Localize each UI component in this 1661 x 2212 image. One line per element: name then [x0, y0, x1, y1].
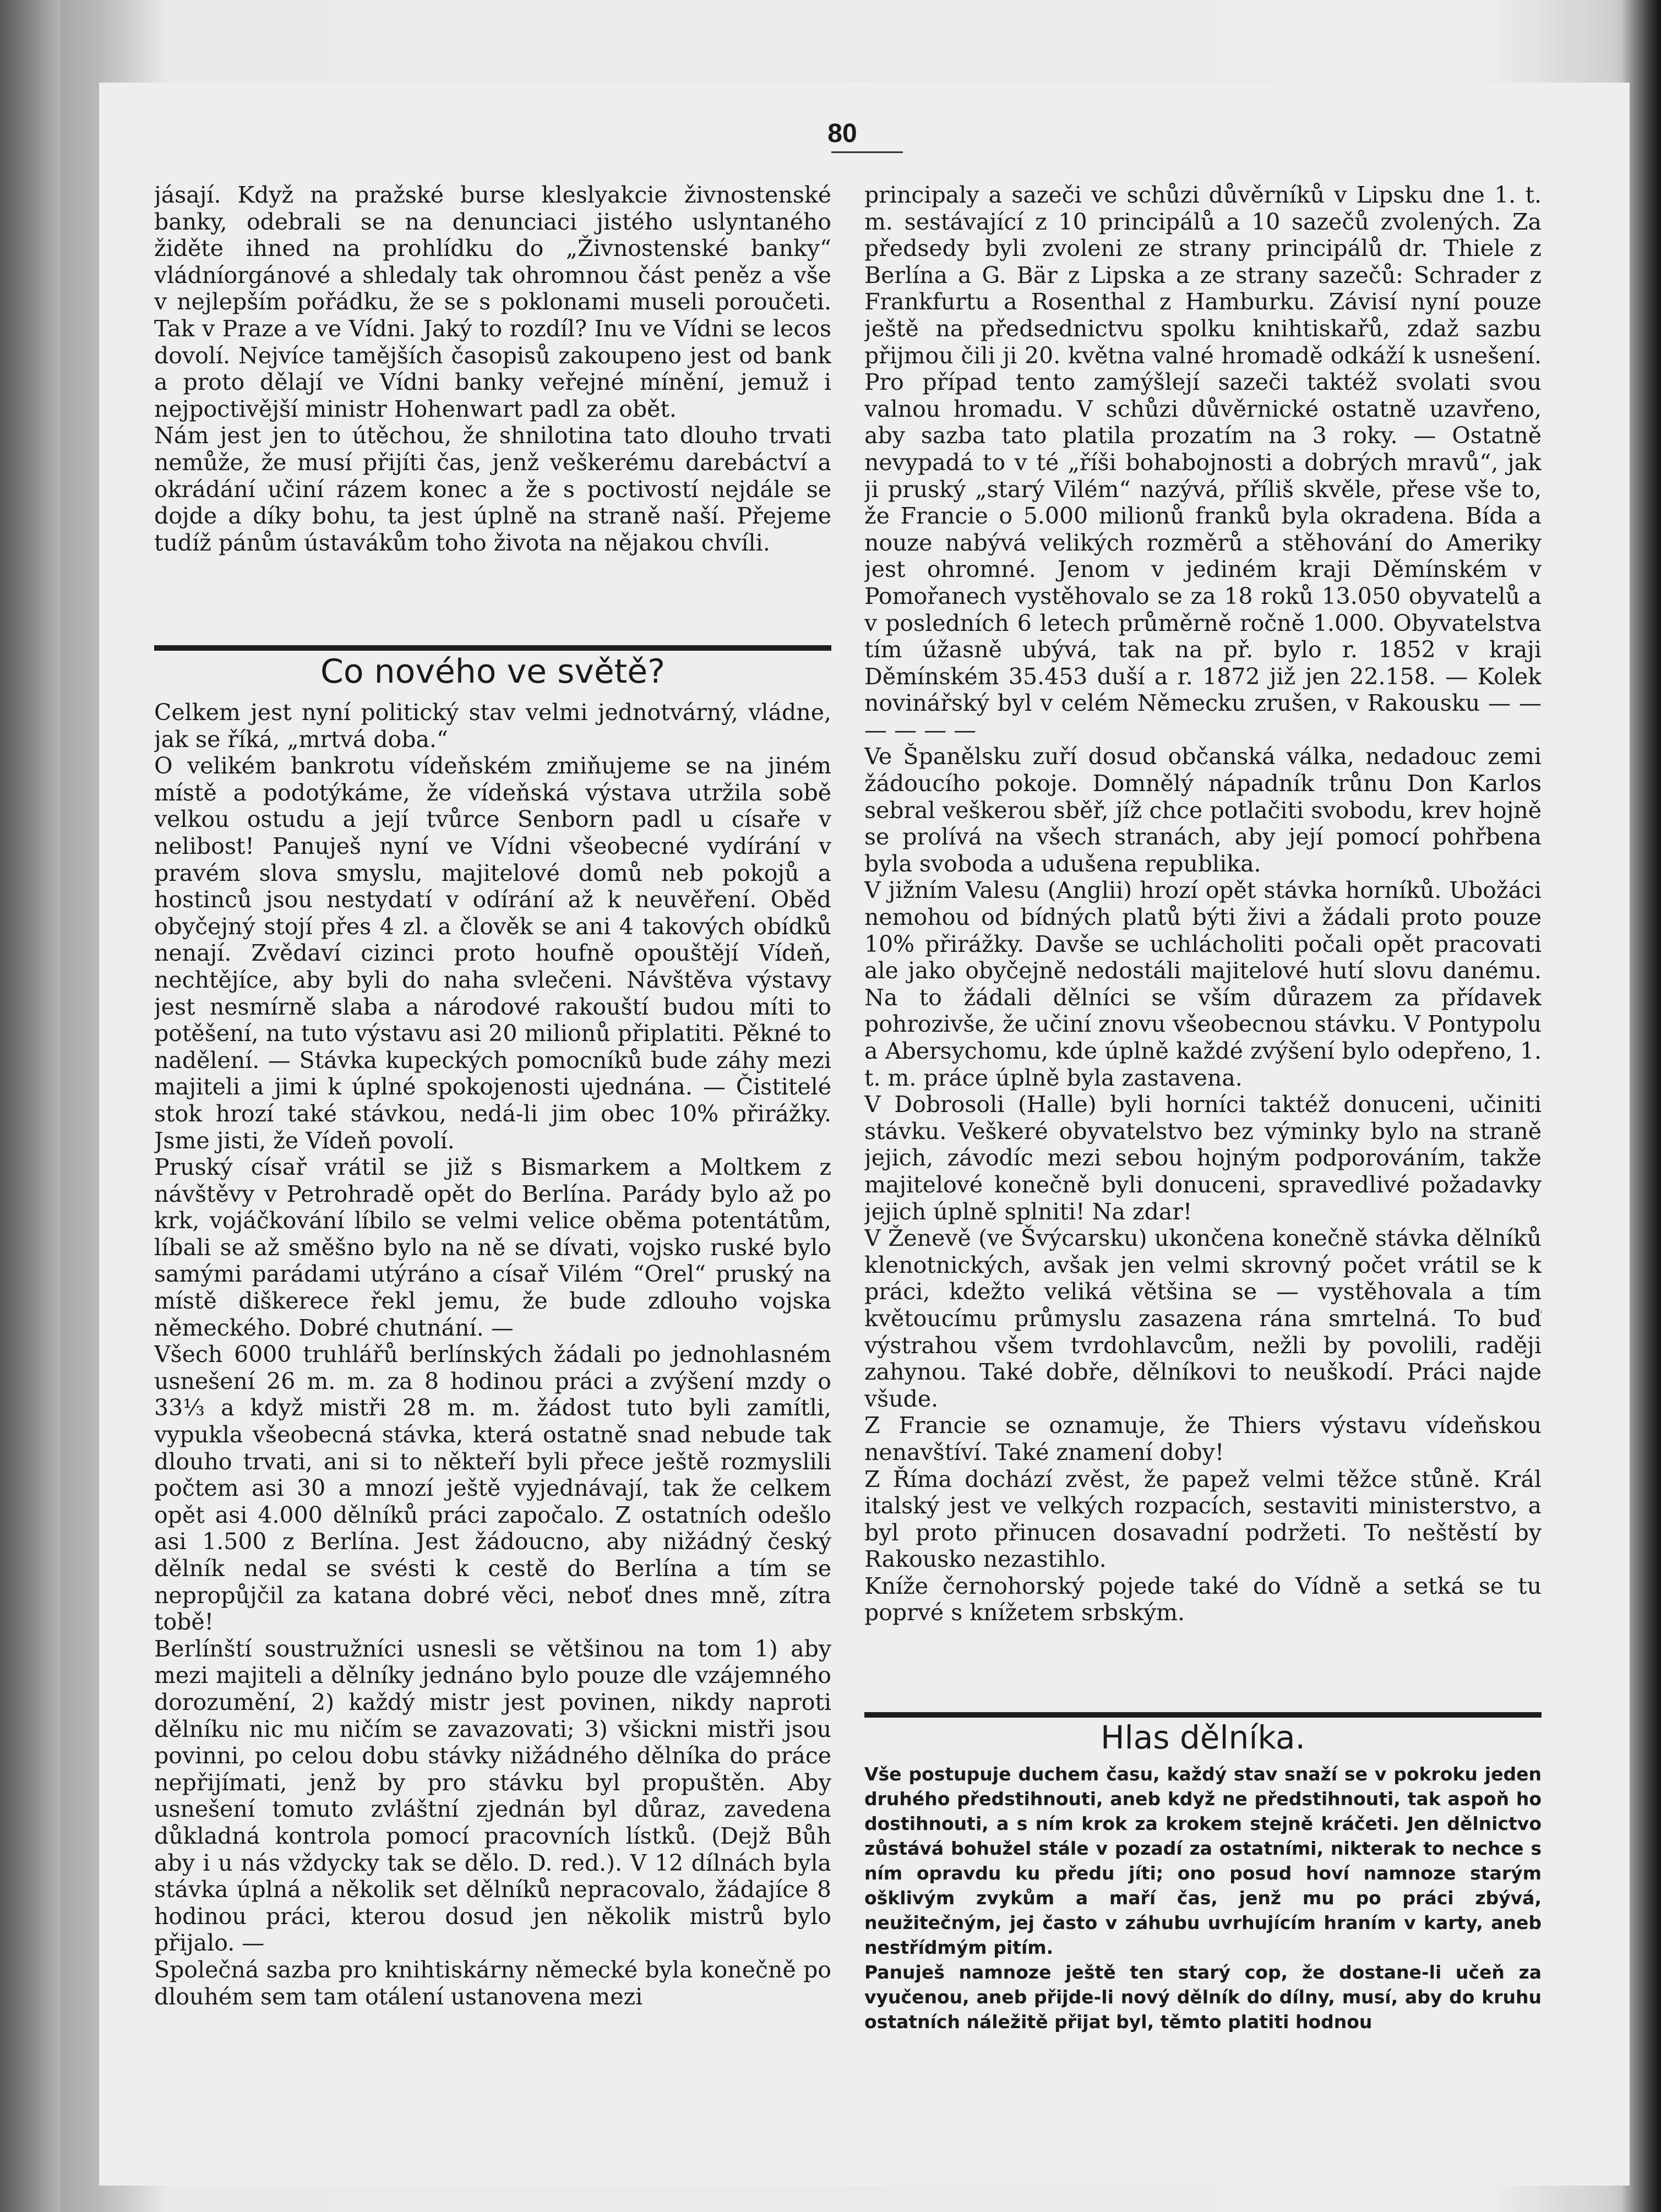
scan-left-edge [0, 0, 61, 2212]
left-column-top-text: jásají. Když na pražské burse kleslyakcie živnostenské banky, odebrali se na denunciaci jistého uslyntaného židěte ihned na prohlídku do „Živnostenské banky“ vládníorgánové a shledaly tak ohromnou část peněz a vše v nejlepším pořádku, že se s poklonami museli poroučeti. Tak v Praze a ve Vídni. Jaký to rozdíl? Inu ve Vídni se lecos dovolí. Nejvíce tamějších časopisů zakoupeno jest od bank a proto dělají ve Vídni banky veřejné mínění, jemuž i nejpoctivější ministr Hohenwart padl za obět. Nám jest jen to útěchou, že shnilotina tato dlouho trvati nemůže, že musí přijíti čas, jenž veškerému darebáctví a okrádání učiní rázem konec a že s poctivostí nejdále se dojde a díky bohu, ta jest úplně na straně naší. Přejeme tudíž pánům ústavákům toho života na nějakou chvíli. [154, 182, 831, 556]
right-column-section-text: Vše postupuje duchem času, každý stav snaží se v pokroku jeden druhého předstihnouti, aneb když ne předstihnouti, tak aspoň ho dostihnouti, a s ním krok za krokem stejně kráčeti. Jen dělnictvo zůstává bohužel stále v pozadí za ostatními, nikterak to nechce s ním opravdu ku předu jíti; ono posud hoví namnoze starým ošklivým zvykům a maří čas, jenž mu po práci zbývá, neužitečným, jej často v záhubu uvrhujícím hraním v karty, aneb nestřídmým pitím. Panuješ namnoze ještě ten starý cop, že dostane-li učeň za vyučenou, aneb přijde-li nový dělník do dílny, musí, aby do kruhu ostatních náležitě přijat byl, těmto platiti hodnou [864, 1763, 1542, 2033]
section-divider-left [154, 645, 831, 651]
section-heading-workers-voice: Hlas dělníka. [1101, 1719, 1305, 1756]
left-column-section-text: Celkem jest nyní politický stav velmi jednotvárný, vládne, jak se říká, „mrtvá doba.“ O velikém bankrotu vídeňském zmiňujeme se na jiném místě a podotýkáme, že vídeňská výstava utržila sobě velkou ostudu a její tvůrce Senborn padl u císaře v nelibost! Panuješ nyní ve Vídni všeobecné vydírání v pravém slova smyslu, majitelové domů neb pokojů a hostinců jsou nestydatí v odírání až k neuvěření. Oběd obyčejný stojí přes 4 zl. a člověk se ani 4 takových obídků nenají. Zvědaví cizinci proto houfně opouštějí Vídeň, nechtějíce, aby byli do naha svlečeni. Návštěva výstavy jest nesmírně slaba a národové rakouští budou míti to potěšení, na tuto výstavu asi 20 milionů připlatiti. Pěkné to nadělení. — Stávka kupeckých pomocníků bude záhy mezi majiteli a jimi k úplné spokojenosti ujednána. — Čistitelé stok hrozí také stávkou, nedá-li jim obec 10% přirážky. Jsme jisti, že Vídeň povolí. Pruský císař vrátil se již s Bismarkem a Moltkem z návštěvy v Petrohradě opět do Berlína. Parády bylo až po krk, vojáčkování líbilo se velmi velice oběma potentátům, líbali se až směšno bylo na ně se dívati, vojsko ruské bylo samými parádami utýráno a císař Vilém “Orel“ pruský na místě diškerece řekl jemu, že bude zdlouho vojska německého. Dobré chutnání. — Všech 6000 truhlářů berlínských žádali po jednohlasném usnešení 26 m. m. za 8 hodinou práci a zvýšení mzdy o 33⅓ a když mistři 28 m. m. žádost tuto byli zamítli, vypukla všeobecná stávka, která ostatně snad nebude tak dlouho trvati, ani si to někteří byli přece ještě rozmyslili počtem asi 30 a mnozí ještě vyjednávají, tak že celkem opět asi 4.000 dělníků práci započalo. Z ostatních odešlo asi 1.500 z Berlína. Jest žádoucno, aby nižádný český dělník nedal se svésti k cestě do Berlína a tím se nepropůjčil za katana dobré věci, neboť dnes mně, zítra tobě! Berlínští soustružníci usnesli se většinou na tom 1) aby mezi majiteli a dělníky jednáno bylo pouze dle vzájemného dorozumění, 2) každý mistr jest povinen, nikdy naproti dělníku nic mu ničím se zavazovati; 3) všickni mistři jsou povinni, po celou dobu stávky nižádného dělníka do práce nepřijímati, jenž by pro stávku byl propuštěn. Aby usnešení tomuto zvláštní zjednán byl důraz, zavedena důkladná kontrola pomocí pracovních lístků. (Dejž Bůh aby i u nás vždycky tak se dělo. D. red.). V 12 dílnách byla stávka úplná a několik set dělníků nepracovalo, žádajíce 8 hodinou práci, kterou dosud jen několik mistrů bylo přijalo. — Společná sazba pro knihtiskárny německé byla konečně po dlouhém sem tam otálení ustanovena mezi [154, 699, 831, 2010]
right-column-top-text: principaly a sazeči ve schůzi důvěrníků v Lipsku dne 1. t. m. sestávající z 10 principálů a 10 sazečů zvolených. Za předsedy byli zvoleni ze strany principálů dr. Thiele z Berlína a G. Bär z Lipska a ze strany sazečů: Schrader z Frankfurtu a Rosenthal z Hamburku. Závisí nyní pouze ještě na předsednictvu spolku knihtiskařů, zdaž sazbu přijmou čili ji 20. května valné hromadě odkáží k usnešení. Pro případ tento zamýšlejí sazeči taktéž svolati svou valnou hromadu. V schůzi důvěrnické ostatně uzavřeno, aby sazba tato platila prozatím na 3 roky. — Ostatně nevypadá to v té „říši bohabojnosti a dobrých mravů“, jak ji pruský „starý Vilém“ nazývá, příliš skvěle, přese vše to, že Francie o 5.000 milionů franků byla okradena. Bída a nouze nabývá velikých rozměrů a stěhování do Ameriky jest ohromné. Jenom v jediném kraji Děmínském v Pomořanech vystěhovalo se za 18 roků 13.050 obyvatelů a v posledních 6 letech průměrně ročně 1.000. Obyvatelstva tím úžasně ubývá, tak na př. bylo r. 1852 v kraji Děmínském 35.453 duší a r. 1872 již jen 22.158. — Kolek novinářský byl v celém Německu zrušen, v Rakousku — — — — — — Ve Španělsku zuří dosud občanská válka, nedadouc zemi žádoucího pokoje. Domnělý nápadník trůnu Don Karlos sebral veškerou sběř, jíž chce potlačiti svobodu, krev hojně se prolívá na všech stranách, aby její pomocí pohřbena byla svoboda a udušena republika. V jižním Valesu (Anglii) hrozí opět stávka horníků. Ubožáci nemohou od bídných platů býti živi a žádali proto pouze 10% přirážky. Davše se uchlácholiti počali opět pracovati ale jako obyčejně nedostáli majitelové hutí slovu danému. Na to žádali dělníci se vším důrazem za přídavek pohrozivše, že učiní znovu všeobecnou stávku. V Pontypolu a Abersychomu, kde úplně každé zvýšení bylo odepřeno, 1. t. m. práce úplně byla zastavena. V Dobrosoli (Halle) byli horníci taktéž donuceni, učiniti stávku. Veškeré obyvatelstvo bez výminky bylo na straně jejich, závodíc mezi sebou hojným podporováním, takže majitelové konečně byli donuceni, spravedlivé požadavky jejich úplně splniti! Na zdar! V Ženevě (ve Švýcarsku) ukončena konečně stávka dělníků klenotnických, avšak jen velmi skrovný počet vrátil se k práci, kdežto veliká většina se — vystěhovala a tím květoucímu průmyslu zasazena rána smrtelná. To buď výstrahou všem tvrdohlavcům, nežli by povolili, raději zahynou. Také dobře, dělníkovi to neuškodí. Práci najde všude. Z Francie se oznamuje, že Thiers výstavu vídeňskou nenavštíví. Také znamení doby! Z Říma dochází zvěst, že papež velmi těžce stůně. Král italský jest ve velkých rozpacích, sestaviti ministerstvo, a byl proto přinucen dosavadní podržeti. To neštěstí by Rakousko nezastihlo. Kníže černohorský pojede také do Vídně a setká se tu poprvé s knížetem srbským. [864, 182, 1542, 1626]
section-heading-world-news: Co nového ve světě? [320, 652, 666, 691]
page-number: 80 [827, 119, 857, 148]
page-number-underline [831, 151, 903, 153]
section-divider-right [864, 1712, 1542, 1718]
